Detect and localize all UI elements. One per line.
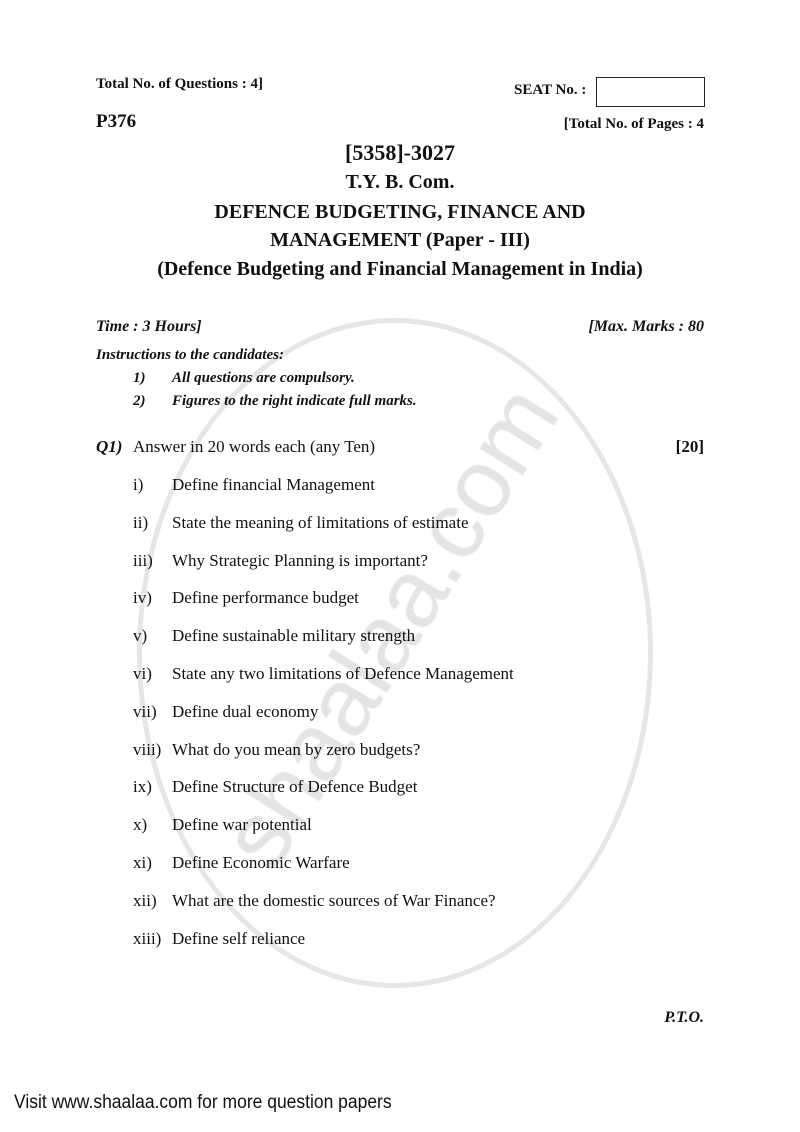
question-number: x): [133, 815, 148, 835]
q1-marks: [20]: [675, 437, 704, 456]
question-number: ix): [133, 777, 152, 797]
question-text: What do you mean by zero budgets?: [172, 739, 421, 759]
question-text: Define self reliance: [172, 928, 306, 948]
max-marks: [Max. Marks : 80: [588, 318, 704, 335]
q1-prompt: Answer in 20 words each (any Ten): [133, 437, 376, 456]
seat-label: SEAT No. :: [514, 82, 587, 98]
title-line-2: MANAGEMENT (Paper - III): [270, 229, 530, 251]
question-number: iii): [133, 550, 153, 570]
question-text: Define performance budget: [172, 588, 359, 608]
exam-code: [5358]-3027: [345, 140, 455, 165]
instruction-text: Figures to the right indicate full marks.: [172, 393, 417, 409]
total-questions: Total No. of Questions : 4]: [96, 76, 263, 92]
question-number: xii): [133, 890, 157, 910]
question-number: xi): [133, 853, 152, 872]
q1-label: Q1): [96, 437, 123, 456]
question-number: viii): [133, 739, 162, 759]
question-text: Define financial Management: [172, 475, 375, 494]
question-text: What are the domestic sources of War Finance?: [172, 890, 496, 910]
question-text: Why Strategic Planning is important?: [172, 550, 428, 570]
question-text: State any two limitations of Defence Management: [172, 664, 514, 683]
question-number: vi): [133, 664, 152, 683]
question-text: Define dual economy: [172, 701, 319, 721]
question-number: i): [133, 475, 144, 494]
subtitle: (Defence Budgeting and Financial Management in India): [157, 258, 643, 280]
question-text: Define Economic Warfare: [172, 853, 350, 872]
instructions-heading: Instructions to the candidates:: [96, 347, 284, 363]
paper-code: P376: [96, 111, 137, 132]
question-text: Define Structure of Defence Budget: [172, 777, 418, 797]
question-text: Define sustainable military strength: [172, 626, 416, 646]
seat-number-box[interactable]: [596, 77, 705, 107]
footer-text: Visit www.shaalaa.com for more question papers: [14, 1092, 392, 1113]
course: T.Y. B. Com.: [345, 171, 455, 193]
question-number: iv): [133, 588, 152, 608]
question-number: v): [133, 626, 148, 646]
question-number: ii): [133, 512, 149, 532]
question-number: vii): [133, 701, 157, 721]
title-line-1: DEFENCE BUDGETING, FINANCE AND: [214, 201, 586, 223]
instruction-num: 1): [133, 370, 146, 386]
question-text: Define war potential: [172, 815, 312, 835]
question-text: State the meaning of limitations of estimate: [172, 512, 469, 532]
pto: P.T.O.: [664, 1009, 704, 1026]
time: Time : 3 Hours]: [96, 318, 202, 335]
instruction-text: All questions are compulsory.: [172, 370, 355, 386]
instruction-num: 2): [133, 393, 146, 409]
total-pages: [Total No. of Pages : 4: [563, 116, 704, 132]
question-number: xiii): [133, 928, 162, 948]
